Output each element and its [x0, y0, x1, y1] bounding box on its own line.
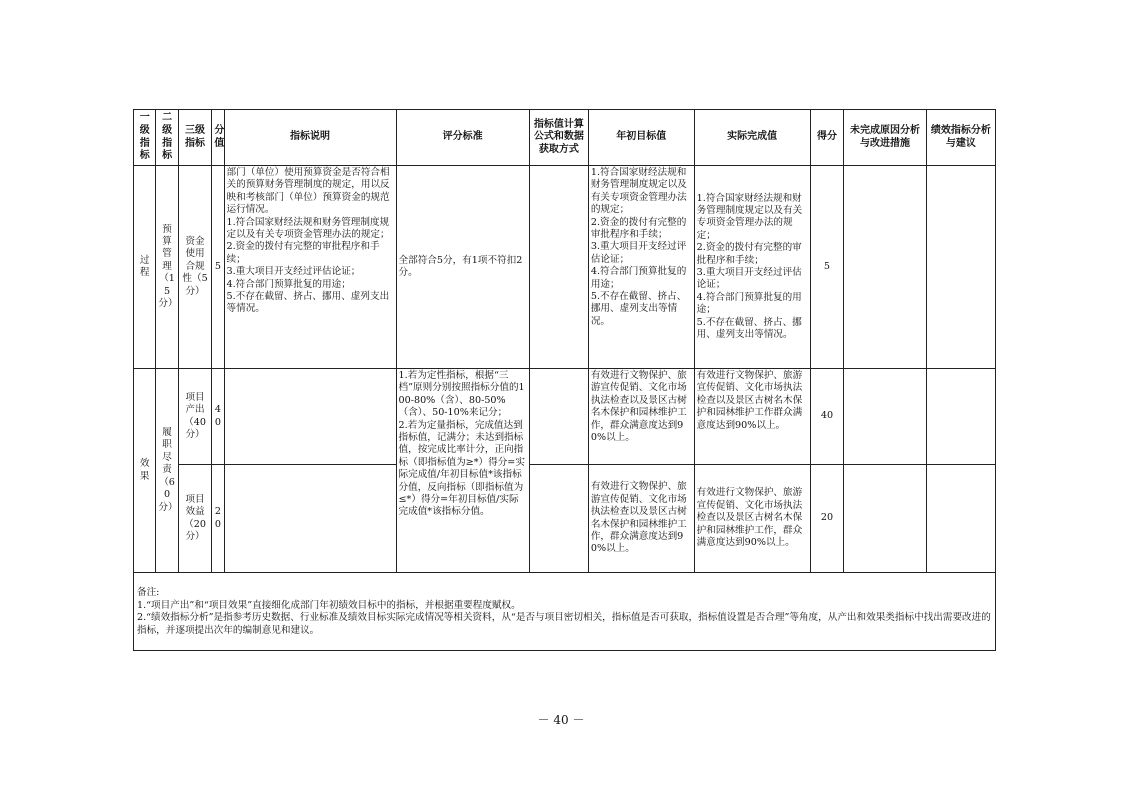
benefit-actual: 有效进行文物保护、旅游宣传促销、文化市场执法检查以及景区古树名木保护和园林维护工作，群众满意度达到90%以上。 [694, 465, 810, 573]
notes-line-1: 1.“项目产出”和“项目效果”直接细化成部门年初绩效目标中的指标，并根据重要程度赋权。 [137, 599, 521, 611]
header-target: 年初目标值 [588, 110, 694, 166]
process-actual: 1.符合国家财经法规和财务管理制度规定以及有关专项资金管理办法的规定； 2.资金的拨付有完整的审批程序和手续； 3.重大项目开支经过评估论证； 4.符合部门预算批复的用途； 5.不存在截留、挤占、挪用、虚列支出等情况。 [694, 166, 810, 369]
benefit-target: 有效进行文物保护、旅游宣传促销、文化市场执法检查以及景区古树名木保护和园林维护工作，群众满意度达到90%以上。 [588, 465, 694, 573]
header-score: 得分 [810, 110, 844, 166]
benefit-formula [529, 465, 588, 573]
benefit-description [224, 465, 396, 573]
table-row-process [134, 166, 996, 369]
header-level1: 一级指标 [134, 110, 156, 166]
benefit-score: 20 [810, 465, 844, 573]
process-level1: 过程 [134, 166, 156, 369]
header-description: 指标说明 [224, 110, 396, 166]
output-actual: 有效进行文物保护、旅游宣传促销、文化市场执法检查以及景区古树名木保护和园林维护工作群众满意度达到90%以上。 [694, 369, 810, 465]
benefit-value: 20 [212, 465, 224, 573]
header-formula: 指标值计算公式和数据获取方式 [529, 110, 588, 166]
header-actual: 实际完成值 [694, 110, 810, 166]
output-description [224, 369, 396, 465]
notes-line-2: 2.“绩效指标分析”是指参考历史数据、行业标准及绩效目标实际完成情况等相关资料，从“是否与项目密切相关，指标值是否可获取，指标值设置是否合理”等角度，从产出和效果类指标中找出需要改进的指标，并逐项提出次年的编制意见和建议。 [137, 612, 991, 636]
header-reasons: 未完成原因分析与改进措施 [844, 110, 926, 166]
process-value: 5 [212, 166, 224, 369]
process-description: 部门（单位）使用预算资金是否符合相关的预算财务管理制度的规定，用以反映和考核部门（单位）预算资金的规范运行情况。 1.符合国家财经法规和财务管理制度规定以及有关专项资金管理办法的规定； 2.资金的拨付有完整的审批程序和手续； 3.重大项目开支经过评估论证； 4.符合部门预算批复的用途； 5.不存在截留、挤占、挪用、虚列支出等情况。 [224, 166, 396, 369]
output-score: 40 [810, 369, 844, 465]
performance-indicator-table [133, 109, 996, 573]
output-level3: 项目产出（40分） [178, 369, 212, 465]
process-target: 1.符合国家财经法规和财务管理制度规定以及有关专项资金管理办法的规定； 2.资金的拨付有完整的审批程序和手续； 3.重大项目开支经过评估论证； 4.符合部门预算批复的用途； 5.不存在截留、挤占、挪用、虚列支出等情况。 [588, 166, 694, 369]
benefit-reasons [844, 465, 926, 573]
header-level3: 三级指标 [178, 110, 212, 166]
header-criteria: 评分标准 [396, 110, 529, 166]
output-value: 40 [212, 369, 224, 465]
header-analysis: 绩效指标分析与建议 [926, 110, 995, 166]
notes-section [133, 573, 996, 651]
header-row [134, 110, 996, 166]
header-score-value: 分值 [212, 110, 224, 166]
process-reasons [844, 166, 926, 369]
process-level2: 预算管理（15分） [156, 166, 178, 369]
benefit-analysis [926, 465, 995, 573]
effect-criteria: 1.若为定性指标，根据“三档”原则分别按照指标分值的100-80%（含）、80-50%（含）、50-10%来记分； 2.若为定量指标，完成值达到指标值，记满分；未达到指标值，按完成比率计分，正向指标（即指标值为≥*）得分=实际完成值/年初目标值*该指标分值，反向指标（即指标值为≤*）得分=年初目标值/实际完成值*该指标分值。 [396, 369, 529, 573]
table-row-benefit [134, 465, 996, 573]
output-reasons [844, 369, 926, 465]
header-level2: 二级指标 [156, 110, 178, 166]
benefit-level3: 项目效益（20分） [178, 465, 212, 573]
output-analysis [926, 369, 995, 465]
process-criteria: 全部符合5分，有1项不符扣2分。 [396, 166, 529, 369]
effect-level2: 履职尽责（60分） [156, 369, 178, 573]
process-analysis [926, 166, 995, 369]
performance-table-sheet [133, 109, 996, 651]
effect-level1: 效果 [134, 369, 156, 573]
notes-title: 备注: [137, 587, 160, 598]
process-level3: 资金使用合规性（5分） [178, 166, 212, 369]
page-number: － 40 － [537, 713, 585, 727]
output-target: 有效进行文物保护、旅游宣传促销、文化市场执法检查以及景区古树名木保护和园林维护工作，群众满意度达到90%以上。 [588, 369, 694, 465]
table-row-output [134, 369, 996, 465]
process-formula [529, 166, 588, 369]
output-formula [529, 369, 588, 465]
process-score: 5 [810, 166, 844, 369]
